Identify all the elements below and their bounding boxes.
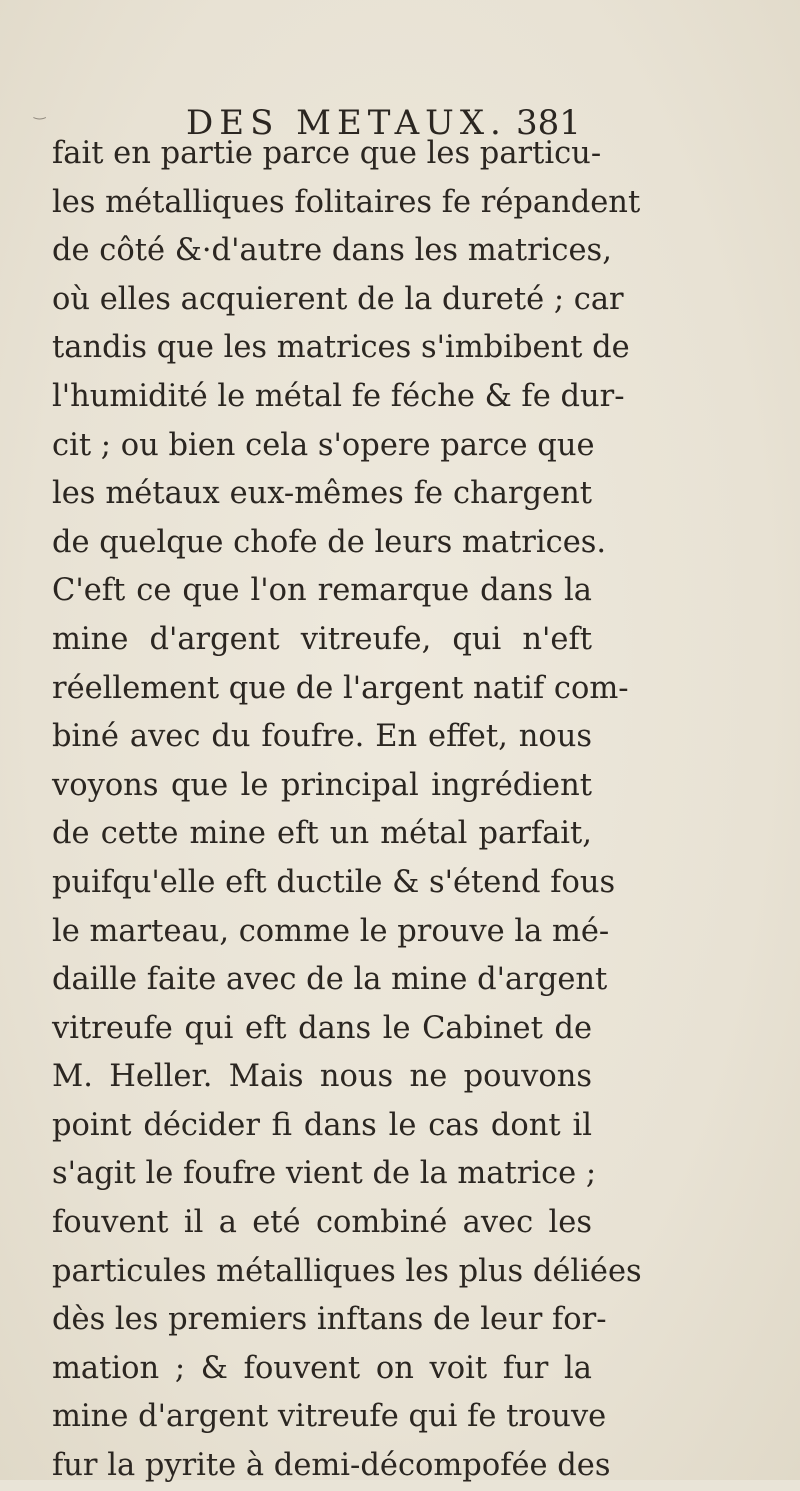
text-line: mine d'argent vitreufe, qui n'eft: [52, 621, 592, 657]
text-line: biné avec du foufre. En effet, nous: [52, 719, 592, 755]
text-line: voyons que le principal ingrédient: [52, 767, 592, 803]
text-line: M. Heller. Mais nous ne pouvons: [52, 1059, 592, 1095]
ink-mark: ‿: [34, 104, 46, 120]
text-line: tandis que les matrices s'imbibent de: [52, 330, 630, 366]
text-line: C'eft ce que l'on remarque dans la: [52, 573, 592, 609]
text-line: l'humidité le métal fe féche & fe dur-: [52, 378, 625, 414]
text-line: les métaux eux-mêmes fe chargent: [52, 476, 592, 512]
text-line: de côté &·d'autre dans les matrices,: [52, 233, 612, 269]
text-line: puifqu'elle eft ductile & s'étend fous: [52, 864, 616, 900]
page-number: 381: [516, 103, 581, 143]
text-line: où elles acquierent de la dureté ; car: [52, 281, 624, 317]
text-line: mation ; & fouvent on voit fur la: [52, 1350, 592, 1386]
text-line: cit ; ou bien cela s'opere parce que: [52, 427, 595, 463]
body-text: [52, 130, 642, 1491]
text-line: fouvent il a eté combiné avec les: [52, 1205, 592, 1241]
text-line: le marteau, comme le prouve la mé-: [52, 913, 610, 949]
text-line: fur la pyrite à demi-décompofée des: [52, 1448, 611, 1484]
text-line: particules métalliques les plus déliées: [52, 1253, 642, 1289]
text-line: de quelque chofe de leurs matrices.: [52, 524, 607, 560]
text-line: dès les premiers inftans de leur for-: [52, 1302, 607, 1338]
text-line: réellement que de l'argent natif com-: [52, 670, 629, 706]
text-line: fait en partie parce que les particu-: [52, 136, 602, 171]
text-line: point décider fi dans le cas dont il: [52, 1107, 592, 1143]
text-line: de cette mine eft un métal parfait,: [52, 816, 592, 852]
text-line: mine d'argent vitreufe qui fe trouve: [52, 1399, 607, 1435]
text-line: daille faite avec de la mine d'argent: [52, 962, 608, 998]
text-line: s'agit le foufre vient de la matrice ;: [52, 1156, 597, 1192]
running-title: DES METAUX.: [186, 103, 507, 143]
text-line: vitreufe qui eft dans le Cabinet de: [52, 1010, 592, 1046]
text-line: les métalliques folitaires fe répandent: [52, 184, 641, 220]
